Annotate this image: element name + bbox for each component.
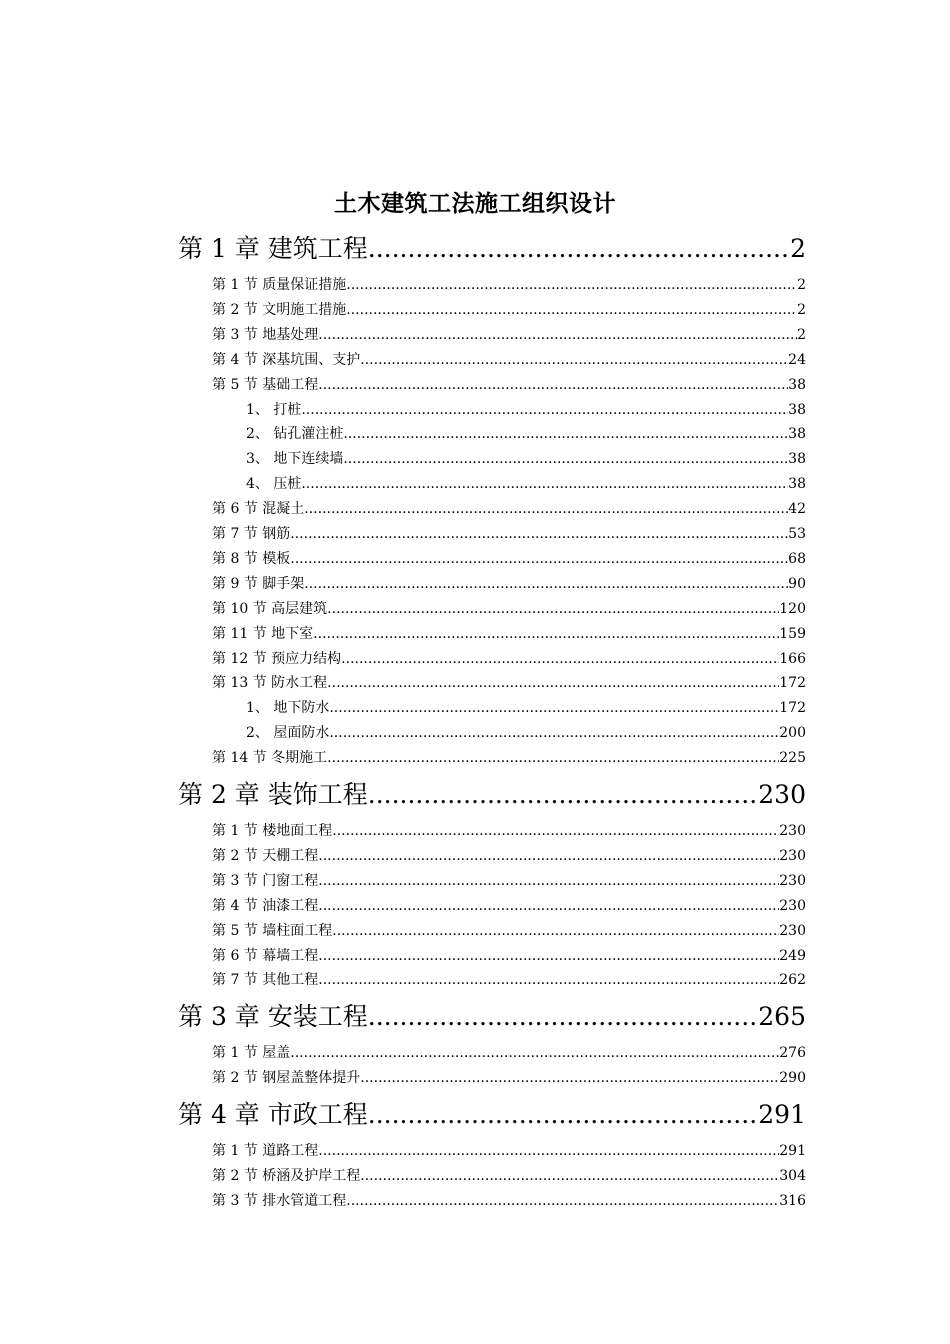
toc-entry-page-number: 230 [779,897,806,914]
toc-entry-label: 第 2 节 桥涵及护岸工程 [212,1168,361,1184]
toc-section-entry[interactable] [212,1190,806,1212]
toc-section-entry[interactable] [212,870,806,892]
toc-entry-page-number: 38 [788,476,806,493]
toc-dot-leader [341,648,779,670]
toc-subsection-entry[interactable] [246,722,806,744]
toc-entry-page-number: 2 [790,234,806,263]
toc-section-entry[interactable] [212,672,806,694]
toc-dot-leader [360,349,788,371]
toc-chapter-entry[interactable] [178,1098,806,1132]
toc-dot-leader [346,1190,779,1212]
toc-entry-label: 第 1 节 道路工程 [212,1143,319,1160]
toc-entry-page-number: 230 [779,847,806,864]
toc-dot-leader [318,969,779,991]
toc-entry-label: 第 4 节 油漆工程 [212,897,319,914]
toc-chapter-entry[interactable] [178,1000,806,1034]
toc-dot-leader [327,747,779,769]
toc-entry-page-number: 200 [779,725,806,742]
toc-entry-label: 1、 打桩 [246,401,302,418]
toc-entry-label: 第 3 节 排水管道工程 [212,1192,347,1209]
toc-section-entry[interactable] [212,349,806,371]
toc-section-entry[interactable] [212,623,806,645]
toc-entry-page-number: 265 [758,1002,806,1032]
toc-entry-label: 第 1 节 质量保证措施 [212,277,347,293]
toc-section-entry[interactable] [212,648,806,670]
toc-entry-page-number: 24 [788,351,806,368]
toc-dot-leader [343,448,788,470]
toc-section-entry[interactable] [212,374,806,396]
toc-section-entry[interactable] [212,895,806,917]
toc-dot-leader [360,1067,779,1089]
toc-dot-leader [368,232,790,266]
toc-entry-label: 第 3 节 地基处理 [212,326,319,343]
toc-entry-page-number: 38 [788,451,806,468]
toc-section-entry[interactable] [212,523,806,545]
toc-section-entry[interactable] [212,747,806,769]
toc-section-entry[interactable] [212,1140,806,1162]
toc-section-entry[interactable] [212,969,806,991]
toc-entry-label: 第 2 节 天棚工程 [212,847,319,864]
toc-entry-page-number: 291 [758,1100,806,1130]
toc-entry-label: 第 2 节 钢屋盖整体提升 [212,1070,361,1087]
document-title: 土木建筑工法施工组织设计 [334,190,616,217]
toc-section-entry[interactable] [212,324,806,346]
toc-subsection-entry[interactable] [246,399,806,421]
toc-dot-leader [368,1000,759,1034]
toc-dot-leader [290,548,788,570]
toc-entry-label: 第 4 章 市政工程 [178,1100,368,1130]
toc-entry-label: 第 7 节 其他工程 [212,972,319,989]
toc-entry-page-number: 38 [788,426,806,443]
toc-dot-leader [318,870,779,892]
toc-entry-page-number: 249 [779,947,806,964]
toc-entry-label: 第 3 节 门窗工程 [212,872,319,889]
toc-section-entry[interactable] [212,945,806,967]
toc-section-entry[interactable] [212,820,806,842]
toc-section-entry[interactable] [212,1067,806,1089]
toc-entry-page-number: 38 [788,401,806,418]
toc-entry-page-number: 225 [779,750,806,767]
toc-entry-page-number: 53 [788,526,806,542]
toc-section-entry[interactable] [212,498,806,520]
toc-dot-leader [318,374,788,396]
toc-entry-page-number: 291 [779,1143,806,1160]
toc-entry-label: 第 10 节 高层建筑 [212,600,328,617]
toc-dot-leader [318,1140,779,1162]
toc-entry-page-number: 166 [779,650,806,667]
toc-entry-page-number: 120 [779,600,806,617]
toc-dot-leader [346,299,797,321]
toc-entry-page-number: 316 [779,1192,806,1209]
toc-entry-page-number: 230 [779,872,806,889]
toc-entry-page-number: 2 [797,301,806,318]
toc-subsection-entry[interactable] [246,697,806,719]
toc-dot-leader [313,623,779,645]
toc-entry-page-number: 304 [779,1168,806,1184]
toc-dot-leader [332,920,779,942]
toc-dot-leader [301,399,788,421]
toc-entry-label: 4、 压桩 [246,476,302,493]
toc-entry-label: 第 13 节 防水工程 [212,675,328,692]
toc-section-entry[interactable] [212,274,806,296]
toc-section-entry[interactable] [212,1042,806,1064]
toc-entry-page-number: 38 [788,376,806,393]
toc-dot-leader [304,573,788,595]
toc-entry-page-number: 262 [779,972,806,989]
toc-entry-label: 第 2 节 文明施工措施 [212,301,347,318]
toc-entry-page-number: 276 [779,1045,806,1062]
toc-entry-label: 第 1 节 屋盖 [212,1045,291,1062]
toc-dot-leader [360,1165,779,1187]
toc-dot-leader [318,945,779,967]
toc-entry-label: 第 6 节 幕墙工程 [212,947,319,964]
toc-dot-leader [368,1098,759,1132]
toc-entry-label: 3、 地下连续墙 [246,451,344,468]
toc-entry-label: 第 1 节 楼地面工程 [212,823,333,839]
toc-entry-label: 第 8 节 模板 [212,550,291,567]
toc-entry-label: 第 6 节 混凝土 [212,501,305,518]
toc-entry-label: 第 5 节 基础工程 [212,376,319,393]
toc-section-entry[interactable] [212,548,806,570]
toc-entry-page-number: 90 [788,575,806,592]
toc-dot-leader [368,778,759,812]
toc-entry-page-number: 230 [779,823,806,839]
toc-dot-leader [343,423,788,445]
toc-entry-page-number: 230 [779,922,806,939]
toc-entry-label: 第 1 章 建筑工程 [178,234,368,263]
toc-dot-leader [332,820,779,842]
toc-dot-leader [318,845,779,867]
toc-section-entry[interactable] [212,845,806,867]
toc-entry-label: 第 9 节 脚手架 [212,575,305,592]
toc-dot-leader [301,473,788,495]
toc-entry-label: 第 14 节 冬期施工 [212,750,328,767]
toc-entry-page-number: 2 [797,326,806,343]
toc-dot-leader [318,324,797,346]
toc-entry-label: 2、 屋面防水 [246,725,330,742]
toc-section-entry[interactable] [212,573,806,595]
toc-entry-label: 2、 钻孔灌注桩 [246,426,344,443]
toc-entry-label: 1、 地下防水 [246,700,330,717]
toc-entry-page-number: 159 [779,625,806,642]
toc-dot-leader [290,1042,779,1064]
toc-section-entry[interactable] [212,299,806,321]
toc-dot-leader [290,523,788,545]
toc-entry-page-number: 172 [779,675,806,692]
toc-dot-leader [327,598,779,620]
toc-section-entry[interactable] [212,920,806,942]
toc-entry-page-number: 68 [788,550,806,567]
toc-entry-label: 第 12 节 预应力结构 [212,650,342,667]
toc-chapter-entry[interactable] [178,232,806,266]
toc-entry-label: 第 2 章 装饰工程 [178,780,368,809]
toc-section-entry[interactable] [212,598,806,620]
toc-entry-label: 第 5 节 墙柱面工程 [212,922,333,939]
toc-subsection-entry[interactable] [246,448,806,470]
toc-entry-page-number: 230 [758,780,806,809]
toc-entry-label: 第 7 节 钢筋 [212,526,291,542]
toc-dot-leader [304,498,788,520]
toc-dot-leader [329,697,779,719]
toc-dot-leader [346,274,797,296]
toc-subsection-entry[interactable] [246,473,806,495]
toc-entry-page-number: 290 [779,1070,806,1087]
toc-dot-leader [327,672,779,694]
toc-entry-page-number: 2 [797,277,806,293]
toc-chapter-entry[interactable] [178,778,806,812]
toc-entry-page-number: 172 [779,700,806,717]
toc-entry-label: 第 4 节 深基坑围、支护 [212,351,361,368]
toc-entry-page-number: 42 [788,501,806,518]
toc-entry-label: 第 3 章 安装工程 [178,1002,368,1032]
toc-entry-label: 第 11 节 地下室 [212,625,314,642]
toc-dot-leader [329,722,779,744]
toc-section-entry[interactable] [212,1165,806,1187]
toc-subsection-entry[interactable] [246,423,806,445]
toc-dot-leader [318,895,779,917]
